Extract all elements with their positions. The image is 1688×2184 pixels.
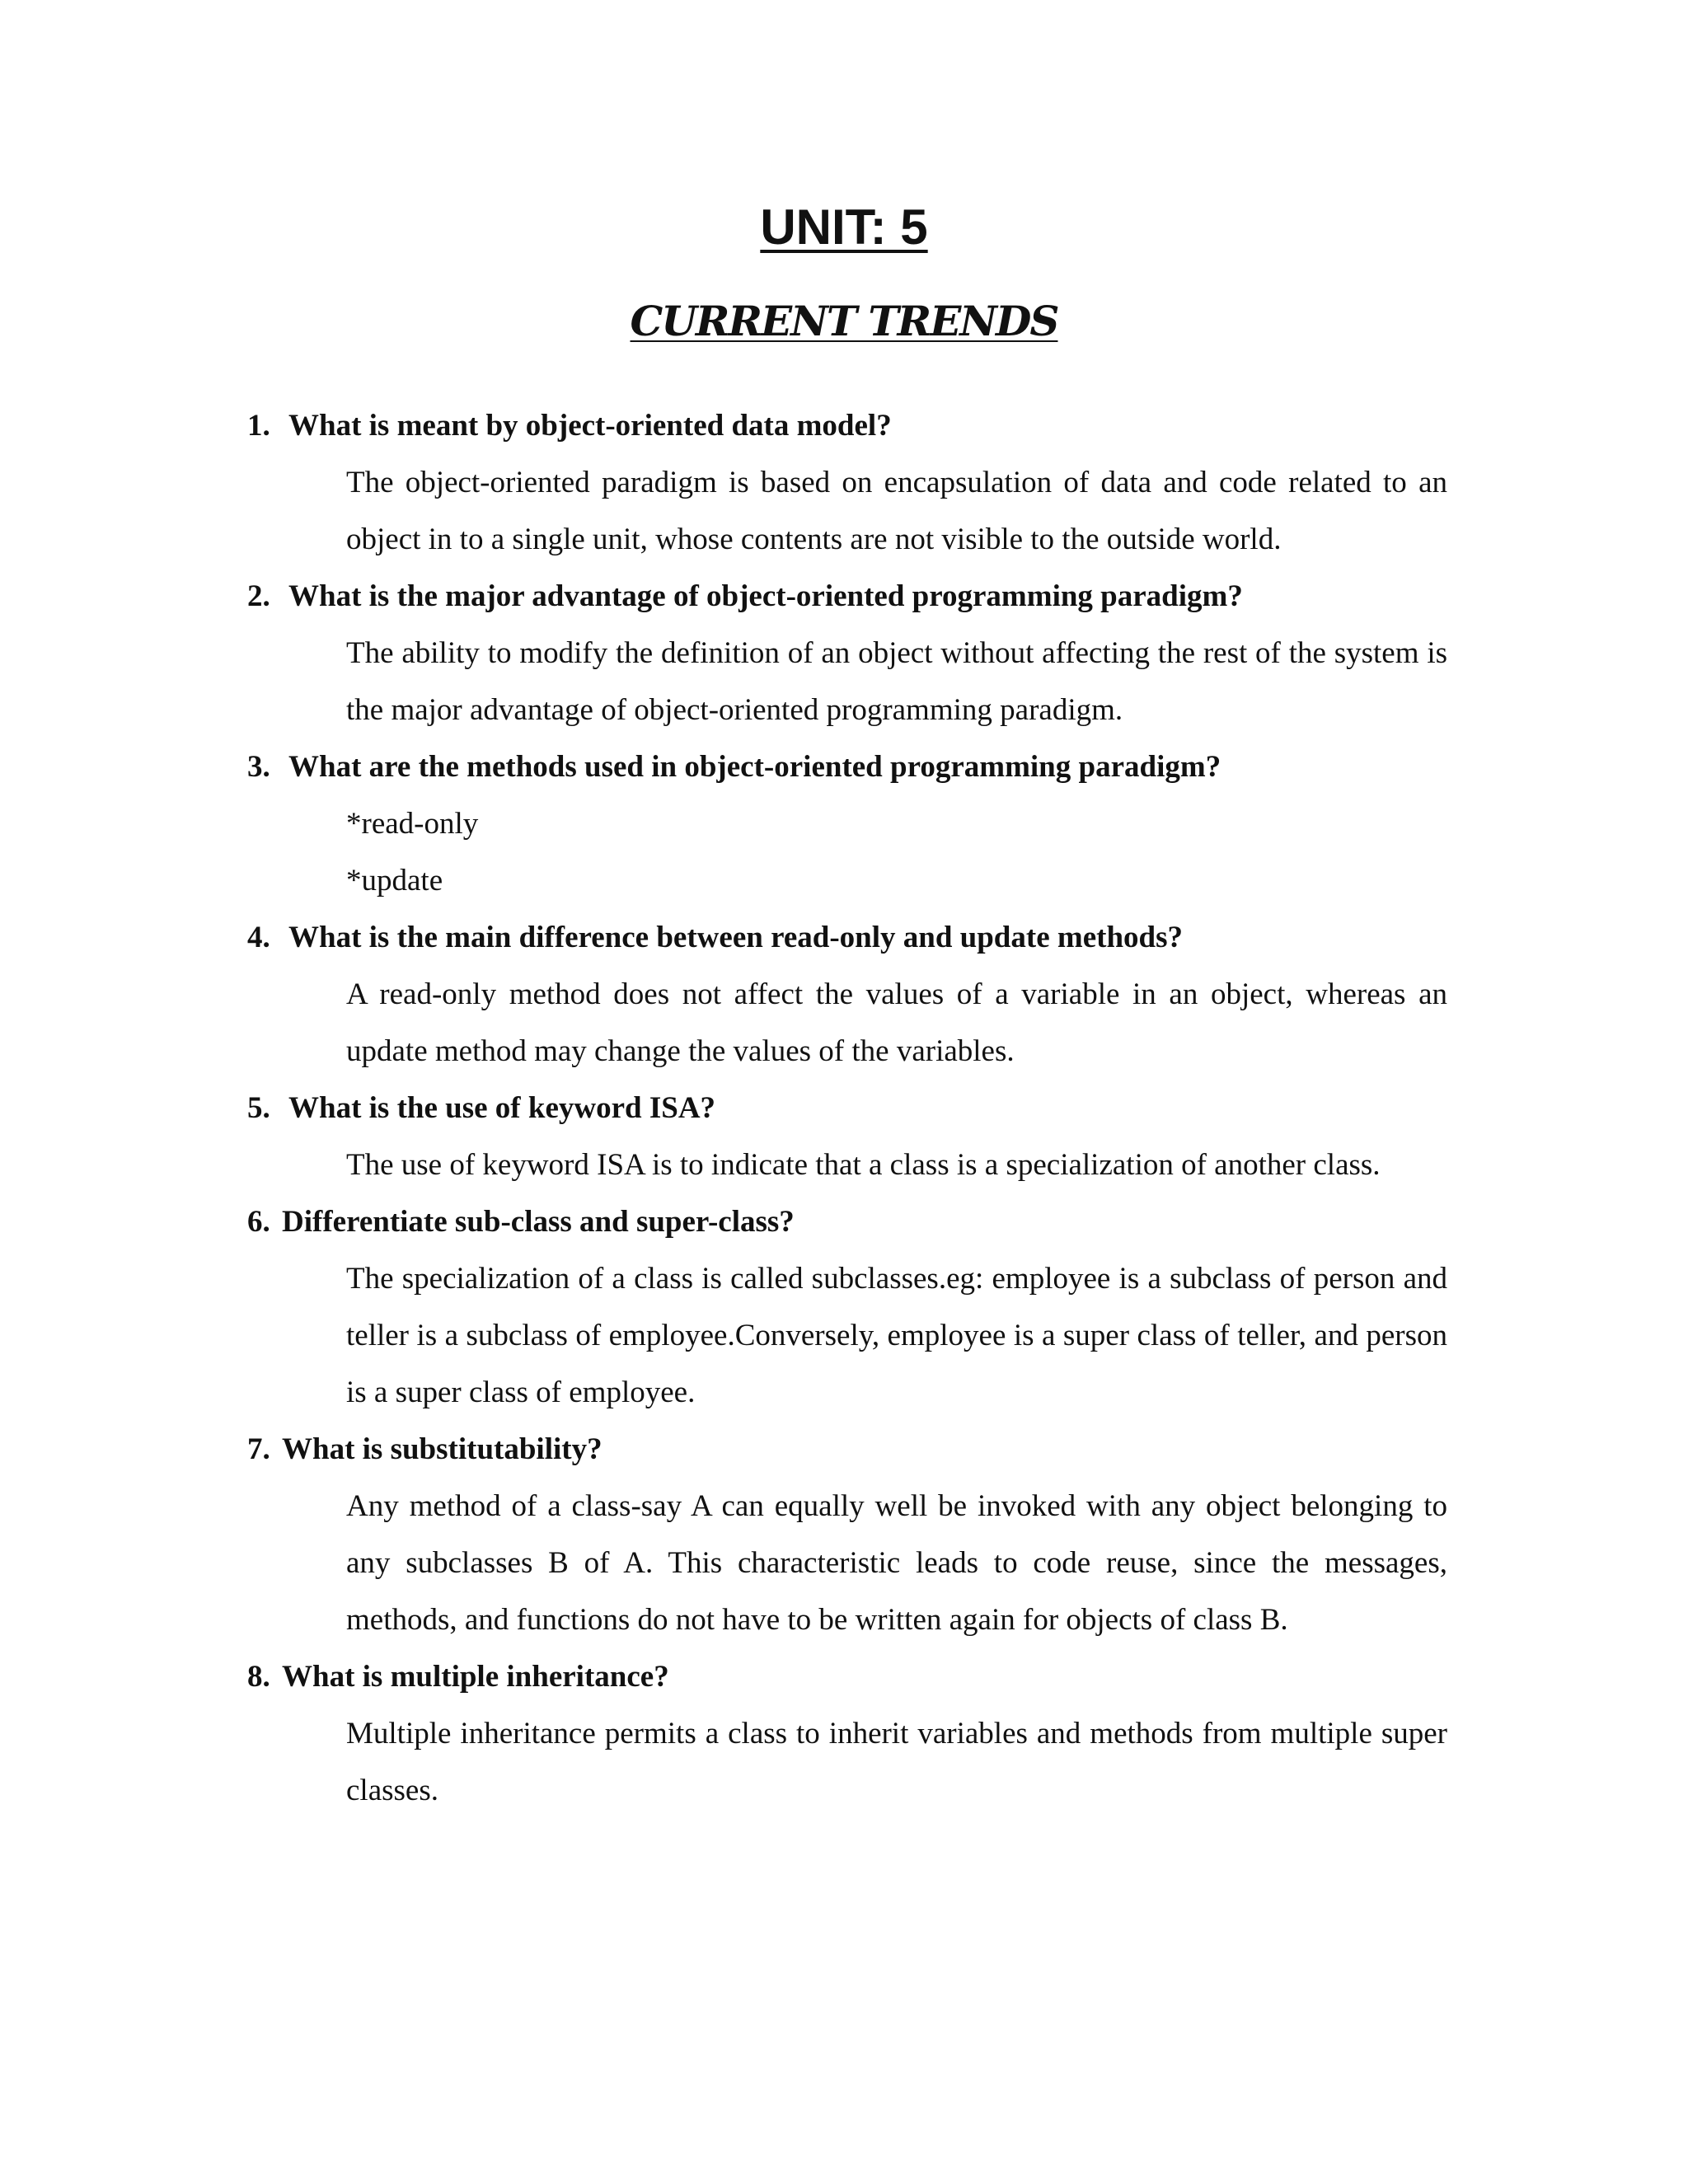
question-text: What is multiple inheritance? bbox=[282, 1660, 669, 1694]
question-8 bbox=[0, 1648, 1688, 1705]
question-4 bbox=[0, 909, 1688, 966]
answer-2: The ability to modify the definition of an object without affecting the rest of the system is the major advantage of object-oriented programming paradigm. bbox=[346, 636, 1447, 727]
question-answer-list bbox=[0, 397, 1688, 1819]
question-text: What is the use of keyword ISA? bbox=[288, 1091, 716, 1125]
page-subtitle: CURRENT TRENDS bbox=[630, 297, 1058, 345]
answer-8: Multiple inheritance permits a class to inherit variables and methods from multiple super classes. bbox=[346, 1717, 1447, 1807]
answer-5: The use of keyword ISA is to indicate that a class is a specialization of another class. bbox=[346, 1148, 1381, 1182]
question-1 bbox=[0, 397, 1688, 454]
question-7 bbox=[0, 1421, 1688, 1478]
answer-6: The specialization of a class is called subclasses.eg: employee is a subclass of person and teller is a subclass of employee.Conversely, employee is a super class of teller, and person is a super class of employee. bbox=[346, 1262, 1447, 1409]
question-number: 7. bbox=[247, 1432, 270, 1466]
answer-1: The object-oriented paradigm is based on encapsulation of data and code related to an object in to a single unit, whose contents are not visible to the outside world. bbox=[346, 466, 1447, 556]
question-number: 1. bbox=[247, 409, 270, 443]
question-text: What is substitutability? bbox=[282, 1432, 603, 1466]
question-number: 4. bbox=[247, 921, 270, 954]
answer-4: A read-only method does not affect the values of a variable in an object, whereas an update method may change the values of the variables. bbox=[346, 977, 1447, 1068]
question-number: 3. bbox=[247, 750, 270, 784]
question-2 bbox=[0, 568, 1688, 625]
question-number: 2. bbox=[247, 579, 270, 613]
question-number: 8. bbox=[247, 1660, 270, 1694]
answer-3-item-1: *read-only bbox=[346, 807, 479, 841]
question-5 bbox=[0, 1080, 1688, 1137]
question-6 bbox=[0, 1193, 1688, 1250]
question-text: What are the methods used in object-oriented programming paradigm? bbox=[288, 750, 1221, 784]
question-number: 5. bbox=[247, 1091, 270, 1125]
answer-3-item-2: *update bbox=[346, 864, 443, 898]
page-title: UNIT: 5 bbox=[760, 199, 928, 255]
question-text: What is the major advantage of object-oriented programming paradigm? bbox=[288, 579, 1243, 613]
question-text: What is the main difference between read-only and update methods? bbox=[288, 921, 1183, 954]
answer-7: Any method of a class-say A can equally well be invoked with any object belonging to any subclasses B of A. This characteristic leads to code reuse, since the messages, methods, and functions do not have to be written again for objects of class B. bbox=[346, 1489, 1447, 1637]
question-text: What is meant by object-oriented data model? bbox=[288, 409, 892, 443]
question-text: Differentiate sub-class and super-class? bbox=[282, 1205, 795, 1239]
question-3 bbox=[0, 738, 1688, 795]
question-number: 6. bbox=[247, 1205, 270, 1239]
